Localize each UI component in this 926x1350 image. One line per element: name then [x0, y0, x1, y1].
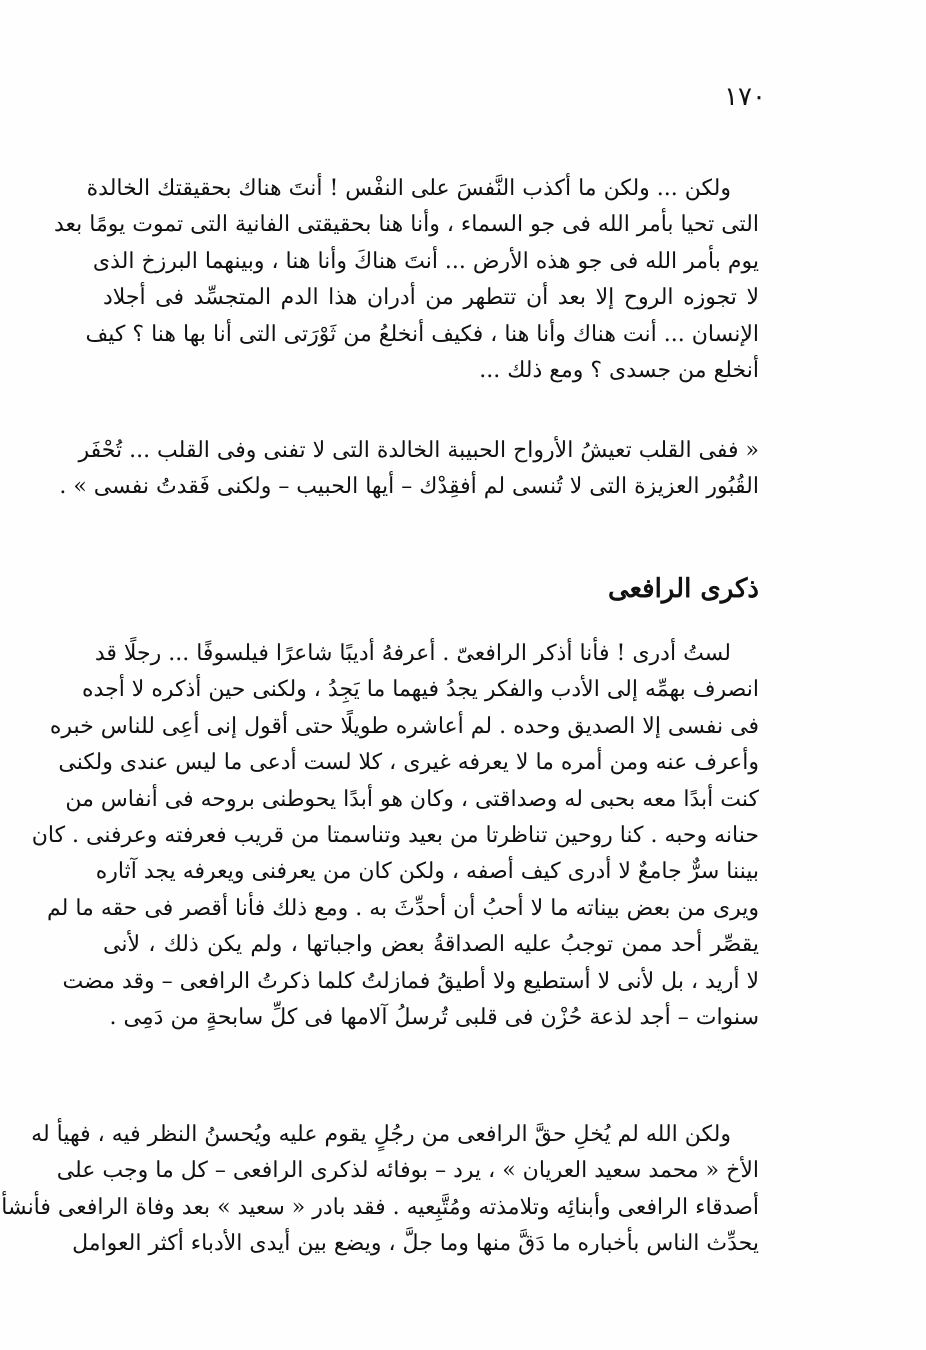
paragraph-line: الإنسان ... أنت هناك وأنا هنا ، فكيف أنخلعُ من ثَوْرَتى التى أنا بها هنا ؟ كيف: [85, 321, 759, 347]
paragraph-line: حنانه وحبه . كنا روحين تناظرتا من بعيد وتناسمتا من قريب فعرفته وعرفنى . كان: [31, 822, 759, 848]
paragraph-line: بيننا سرٌّ جامعٌ لا أدرى كيف أصفه ، ولكن كان من يعرفنى ويعرفه يجد آثاره: [95, 859, 759, 885]
paragraph-line: أنخلع من جسدى ؟ ومع ذلك ...: [479, 357, 759, 383]
paragraph-1: [54, 171, 759, 389]
paragraph-line: انصرف بهمِّه إلى الأدب والفكر يجدُ فيهما ما يَجِدُ ، ولكنى حين أذكره لا أجده: [82, 677, 759, 703]
paragraph-line: فى نفسى إلا الصديق وحده . لم أعاشره طويلًا حتى أقول إنى أعِى للناس خبره: [49, 713, 759, 739]
paragraph-line: لا تجوزه الروح إلا بعد أن تتطهر من أدران هذا الدم المتجسِّد فى أجلاد: [103, 285, 759, 311]
paragraph-line: لا أريد ، بل لأنى لا أستطيع ولا أطيقُ فمازلتُ كلما ذكرتُ الرافعى – وقد مضت: [62, 968, 759, 994]
paragraph-line: التى تحيا بأمر الله فى جو السماء ، وأنا هنا بحقيقتى الفانية التى تموت يومًا بعد: [54, 212, 759, 238]
paragraph-line: يوم بأمر الله فى جو هذه الأرض ... أنتَ هناكَ وأنا هنا ، وبينهما البرزخ الذى: [92, 248, 759, 274]
paragraph-line: لستُ أدرى ! فأنا أذكر الرافعىّ . أعرفهُ أديبًا شاعرًا فيلسوفًا ... رجلًا قد: [94, 641, 731, 666]
paragraph-line: ولكن الله لم يُخلِ حقَّ الرافعى من رجُلٍ يقوم عليه ويُحسنُ النظر فيه ، فهيأ له: [31, 1122, 731, 1147]
paragraph-3: [31, 636, 759, 1036]
paragraph-line: ويرى من بعض بيناته ما لا أحبُ أن أحدِّثَ به . ومع ذلك فأنا أقصر فى حقه ما لم: [47, 895, 759, 921]
section-heading: ذكرى الرافعى: [607, 574, 759, 604]
paragraph-line: وأعرف عنه ومن أمره ما لا يعرفه غيرى ، كلا لست أدعى ما ليس عندى ولكنى: [58, 750, 759, 776]
paragraph-line: القُبُور العزيزة التى لا تُنسى لم أفقِدْك – أيها الحبيب – ولكنى فَقدتُ نفسى » .: [59, 474, 759, 500]
paragraph-line: ولكن ... ولكن ما أكذب النَّفسَ على النفْس ! أنتَ هناك بحقيقتك الخالدة: [86, 176, 731, 201]
paragraph-line: أصدقاء الرافعى وأبنائِه وتلامذته ومُتَّبِعيه . فقد بادر « سعيد » بعد وفاة الرافعى فأنشأ: [1, 1194, 759, 1220]
paragraph-2-quote: [59, 433, 759, 506]
paragraph-line: « ففى القلب تعيشُ الأرواح الحبيبة الخالدة التى لا تفنى وفى القلب ... تُحْفَر: [78, 438, 759, 463]
paragraph-line: سنوات – أجد لذعة حُزْن فى قلبى تُرسلُ آلامها فى كلِّ سابحةٍ من دَمِى .: [109, 1004, 759, 1030]
paragraph-4: [1, 1117, 759, 1263]
paragraph-line: كنت أبدًا معه بحبى له وصداقتى ، وكان هو أبدًا يحوطنى بروحه فى أنفاس من: [65, 786, 759, 812]
paragraph-line: يقصِّر أحد ممن توجبُ عليه الصداقةُ بعض واجباتها ، ولم يكن ذلك ، لأنى: [103, 932, 759, 958]
paragraph-line: الأخ « محمد سعيد العريان » ، يرد – بوفائه لذكرى الرافعى – كل ما وجب على: [56, 1158, 759, 1184]
page-number: ١٧٠: [724, 82, 766, 112]
paragraph-line: يحدِّث الناس بأخباره ما دَقَّ منها وما جلَّ ، ويضع بين أيدى الأدباء أكثر العوامل: [72, 1231, 759, 1257]
